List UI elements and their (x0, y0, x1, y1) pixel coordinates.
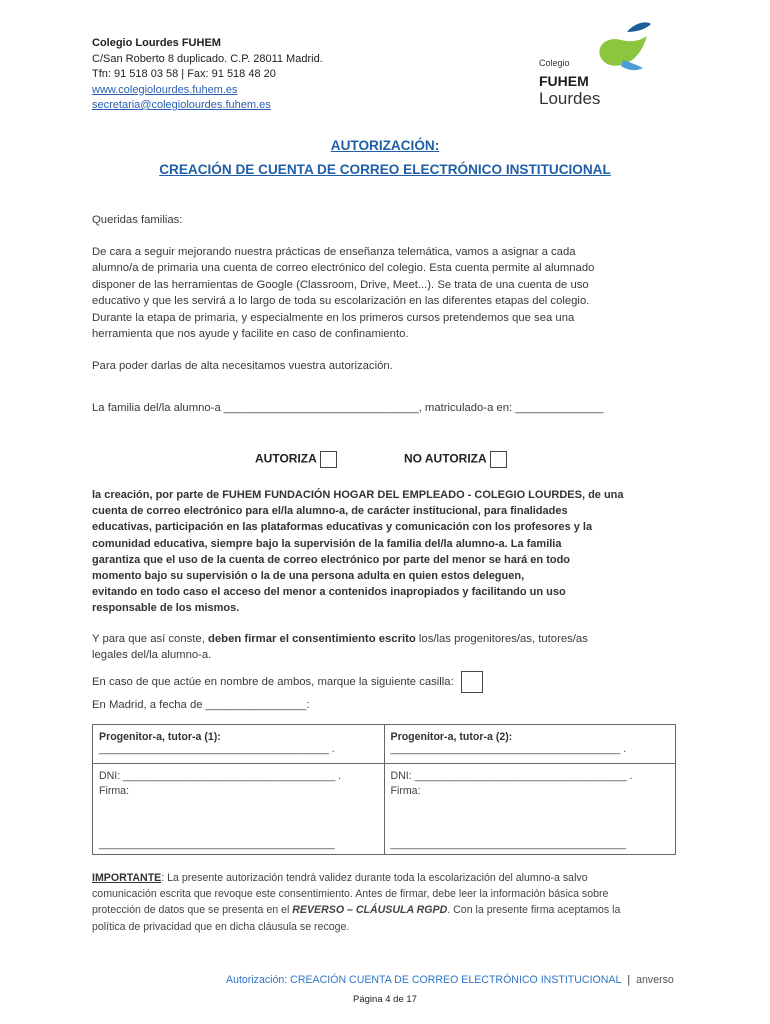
terms-line: responsable de los mismos. (92, 602, 240, 615)
important-text-1: : La presente autorización tendrá validez durante toda la escolarización del alumno-a salvo (161, 872, 588, 884)
signer-1-sign-blank: ________________________________________ (99, 838, 335, 850)
both-parents-text: En caso de que actúe en nombre de ambos, marque la siguiente casilla: (92, 675, 454, 688)
logo-small-text: Colegio (539, 58, 570, 68)
not-authorize-label: NO AUTORIZA (404, 451, 487, 466)
intro-paragraph (92, 244, 687, 342)
page-footer (226, 974, 674, 986)
terms-line: cuenta de correo electrónico para el/la alumno-a, de carácter institucional, para finalidades (92, 505, 568, 518)
terms-line: la creación, por parte de FUHEM FUNDACIÓN HOGAR DEL EMPLEADO - COLEGIO LOURDES, de una (92, 489, 624, 501)
rgpd-clause-reference: REVERSO – CLÁUSULA RGPD (292, 904, 448, 917)
logo-blue-leaf (621, 60, 643, 70)
consent-bold: deben firmar el consentimiento escrito (207, 633, 416, 645)
signer-1-dni-cell[interactable] (93, 764, 385, 855)
authorization-terms (92, 487, 687, 617)
both-parents-checkbox[interactable] (461, 671, 483, 693)
signer-2-name-blank: _______________________________________ . (390, 743, 627, 755)
signer-2-title: Progenitor-a, tutor-a (2): (390, 731, 513, 743)
signature-table (92, 724, 676, 855)
school-phone: Tfn: 91 518 03 58 | Fax: 91 518 48 20 (92, 68, 276, 80)
intro-line: Durante la etapa de primaria, y especialmente en los primeros cursos pretendemos que sea una (92, 311, 575, 324)
important-line-3 (92, 902, 687, 918)
school-email-link[interactable]: secretaria@colegiolourdes.fuhem.es (92, 99, 271, 111)
footer-document-name: Autorización: CREACIÓN CUENTA DE CORREO ELECTRÓNICO INSTITUCIONAL (226, 974, 622, 986)
document-title-line1: AUTORIZACIÓN: (330, 138, 440, 153)
signer-1-firma-label: Firma: (99, 785, 130, 797)
consent-line-2: legales del/la alumno-a. (92, 649, 212, 662)
school-header (92, 36, 323, 114)
signer-1-name-blank: _______________________________________ . (99, 743, 335, 755)
signer-2-sign-blank: ________________________________________ (390, 838, 627, 850)
terms-line: comunidad educativa, siempre bajo la supervisión de la familia del/la alumno-a. La familia (92, 537, 562, 550)
both-parents-line (92, 671, 483, 693)
signer-2-dni: DNI: ____________________________________ . (390, 770, 633, 782)
terms-line: educativas, participación en las plataformas educativas y comunicación con los profesores y la (92, 521, 593, 534)
school-address: C/San Roberto 8 duplicado. C.P. 28011 Madrid. (92, 52, 323, 65)
important-label: IMPORTANTE (92, 872, 162, 884)
signature-name-row (93, 725, 676, 764)
family-student-line: La familia del/la alumno-a _______________________________, matriculado-a en: ______________ (92, 402, 604, 414)
not-authorize-option (404, 451, 507, 468)
consent-paragraph (92, 631, 687, 664)
intro-line: herramienta que nos ayude y facilite en caso de confinamiento. (92, 328, 409, 341)
page-number: Página 4 de 17 (353, 994, 417, 1005)
important-line-3-pre: protección de datos que se presenta en el (92, 904, 293, 917)
not-authorize-checkbox[interactable] (490, 451, 507, 468)
logo-dark-leaf (627, 22, 651, 32)
terms-line: evitando en todo caso el acceso del menor a contenidos inapropiados y facilitando un uso (92, 586, 566, 599)
consent-post: los/las progenitores/as, tutores/as (415, 633, 588, 645)
important-note (92, 870, 687, 935)
footer-side: anverso (636, 974, 674, 986)
important-line-4: política de privacidad que en dicha cláusula se recoge. (92, 920, 350, 933)
date-line: En Madrid, a fecha de ________________: (92, 699, 310, 711)
greeting: Queridas familias: (92, 214, 183, 226)
important-line-2: comunicación escrita que revoque este consentimiento. Antes de firmar, debe leer la información básica sobre (92, 888, 609, 901)
important-line-3-post: . Con la presente firma aceptamos la (447, 904, 621, 917)
authorize-label: AUTORIZA (255, 451, 317, 466)
school-name: Colegio Lourdes FUHEM (92, 37, 221, 49)
logo-name-text: Lourdes (539, 89, 601, 108)
signer-2-dni-cell[interactable] (384, 764, 676, 855)
terms-line: garantiza que el uso de la cuenta de correo electrónico por parte del menor se hará en todo (92, 553, 571, 566)
intro-line: De cara a seguir mejorando nuestra prácticas de enseñanza telemática, vamos a asignar a cada (92, 246, 576, 258)
signature-dni-row (93, 764, 676, 855)
signer-2-name-cell[interactable] (384, 725, 676, 764)
important-line-1 (92, 870, 687, 886)
intro-line: disponer de las herramientas de Google (Classroom, Drive, Meet...). Se trata de una cuenta de uso (92, 278, 589, 291)
fuhem-lourdes-logo (535, 18, 665, 110)
intro-line: educativo y que les servirá a lo largo de toda su escolarización en las diferentes etapas del colegio. (92, 295, 590, 308)
logo-graphic (535, 18, 665, 110)
request-paragraph: Para poder darlas de alta necesitamos vuestra autorización. (92, 360, 393, 372)
signer-1-dni: DNI: ____________________________________ . (99, 770, 342, 782)
authorize-option (255, 451, 337, 468)
consent-pre: Y para que así conste, (92, 633, 208, 645)
intro-line: alumno/a de primaria una cuenta de correo electrónico del colegio. Esta cuenta permite al alumnado (92, 262, 595, 275)
authorize-checkbox[interactable] (320, 451, 337, 468)
footer-separator: | (627, 974, 631, 986)
consent-line (92, 631, 687, 647)
logo-brand-text: FUHEM (539, 73, 589, 89)
document-title-line2: CREACIÓN DE CUENTA DE CORREO ELECTRÓNICO INSTITUCIONAL (159, 162, 611, 177)
signer-1-name-cell[interactable] (93, 725, 385, 764)
signer-1-title: Progenitor-a, tutor-a (1): (99, 731, 221, 743)
signer-2-firma-label: Firma: (390, 785, 421, 797)
school-website-link[interactable]: www.colegiolourdes.fuhem.es (92, 83, 238, 96)
terms-line: momento bajo su supervisión o la de una persona adulta en quien estos deleguen, (92, 570, 525, 583)
